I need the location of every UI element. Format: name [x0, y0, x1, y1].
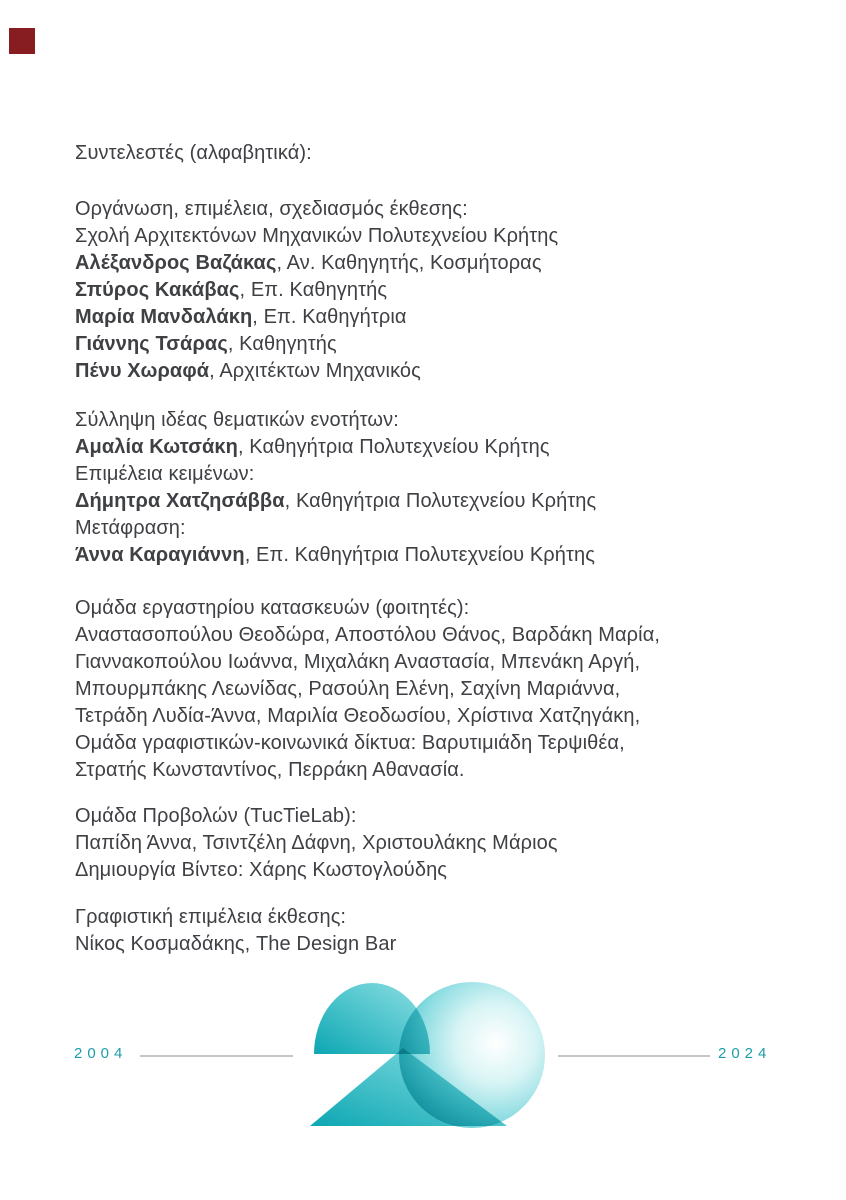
red-corner-marker — [9, 28, 35, 54]
credit-text: Μπουρμπάκης Λεωνίδας, Ρασούλη Ελένη, Σαχίνη Μαριάννα, — [75, 678, 621, 700]
credit-line — [75, 931, 775, 958]
left-divider-line — [140, 1055, 293, 1057]
credit-text: Σχολή Αρχιτεκτόνων Μηχανικών Πολυτεχνείου Κρήτης — [75, 225, 559, 247]
credits-sections — [75, 196, 775, 958]
credits-text — [75, 140, 775, 958]
20-years-logo — [300, 975, 560, 1135]
credit-text: , Επ. Καθηγήτρια Πολυτεχνείου Κρήτης — [244, 544, 595, 566]
credit-person-name: Γιάννης Τσάρας — [75, 333, 228, 355]
credit-line — [75, 542, 775, 569]
credit-line — [75, 622, 775, 649]
credit-text: Γραφιστική επιμέλεια έκθεσης: — [75, 906, 347, 928]
credit-text: Τετράδη Λυδία-Άννα, Μαριλία Θεοδωσίου, Χρίστινα Χατζηγάκη, — [75, 705, 641, 727]
credit-text: Ομάδα εργαστηρίου κατασκευών (φοιτητές): — [75, 597, 470, 619]
logo-digit-0-shape — [399, 982, 545, 1128]
credits-section-2 — [75, 407, 775, 569]
credit-text: , Επ. Καθηγήτρια — [252, 306, 407, 328]
credit-line — [75, 649, 775, 676]
credit-line — [75, 461, 775, 488]
credit-text: , Επ. Καθηγητής — [239, 279, 388, 301]
year-left-label: 2004 — [74, 1045, 128, 1062]
credit-text: , Αρχιτέκτων Μηχανικός — [209, 360, 421, 382]
credit-line — [75, 703, 775, 730]
credit-line — [75, 434, 775, 461]
credit-line — [75, 830, 775, 857]
credit-text: Δημιουργία Βίντεο: Χάρης Κωστογλούδης — [75, 859, 448, 881]
credit-line — [75, 488, 775, 515]
credit-line — [75, 250, 775, 277]
credit-line — [75, 407, 775, 434]
credits-section-1 — [75, 196, 775, 385]
credit-line — [75, 676, 775, 703]
credit-person-name: Αμαλία Κωτσάκη — [75, 436, 238, 458]
credit-text: , Αν. Καθηγητής, Κοσμήτορας — [276, 252, 542, 274]
credit-person-name: Πένυ Χωραφά — [75, 360, 210, 382]
credit-text: Οργάνωση, επιμέλεια, σχεδιασμός έκθεσης: — [75, 198, 468, 220]
credit-line — [75, 757, 775, 784]
credit-line — [75, 331, 775, 358]
credit-line — [75, 857, 775, 884]
credits-section-3 — [75, 595, 775, 784]
credit-person-name: Μαρία Μανδαλάκη — [75, 306, 253, 328]
credit-line — [75, 515, 775, 542]
credit-text: Σύλληψη ιδέας θεματικών ενοτήτων: — [75, 409, 399, 431]
credit-line — [75, 277, 775, 304]
credit-text: , Καθηγήτρια Πολυτεχνείου Κρήτης — [237, 436, 550, 458]
credit-text: Μετάφραση: — [75, 517, 186, 539]
credit-text: Αναστασοπούλου Θεοδώρα, Αποστόλου Θάνος, Βαρδάκη Μαρία, — [75, 624, 661, 646]
credit-person-name: Αλέξανδρος Βαζάκας — [75, 252, 277, 274]
credit-person-name: Σπύρος Κακάβας — [75, 279, 240, 301]
credits-intro: Συντελεστές (αλφαβητικά): — [75, 142, 312, 164]
credit-line — [75, 223, 775, 250]
credit-text: Ομάδα Προβολών (TucTieLab): — [75, 805, 357, 827]
credit-line — [75, 595, 775, 622]
credit-line — [75, 904, 775, 931]
credit-text: Επιμέλεια κειμένων: — [75, 463, 255, 485]
credit-text: , Καθηγήτρια Πολυτεχνείου Κρήτης — [284, 490, 597, 512]
credit-text: Ομάδα γραφιστικών-κοινωνικά δίκτυα: Βαρυτιμιάδη Τερψιθέα, — [75, 732, 625, 754]
credit-text: , Καθηγητής — [227, 333, 337, 355]
credit-text: Νίκος Κοσμαδάκης, The Design Bar — [75, 933, 397, 955]
credits-section-5 — [75, 904, 775, 958]
credit-text: Στρατής Κωνσταντίνος, Περράκη Αθανασία. — [75, 759, 465, 781]
credit-line — [75, 803, 775, 830]
credits-section-4 — [75, 803, 775, 884]
credit-line — [75, 196, 775, 223]
credit-person-name: Άννα Καραγιάννη — [75, 544, 245, 566]
credit-text: Γιαννακοπούλου Ιωάννα, Μιχαλάκη Αναστασία, Μπενάκη Αργή, — [75, 651, 641, 673]
credit-line — [75, 730, 775, 757]
right-divider-line — [558, 1055, 710, 1057]
credit-line — [75, 358, 775, 385]
credit-line — [75, 304, 775, 331]
year-right-label: 2024 — [718, 1045, 772, 1062]
credit-person-name: Δήμητρα Χατζησάββα — [75, 490, 285, 512]
credit-text: Παπίδη Άννα, Τσιντζέλη Δάφνη, Χριστουλάκης Μάριος — [75, 832, 558, 854]
